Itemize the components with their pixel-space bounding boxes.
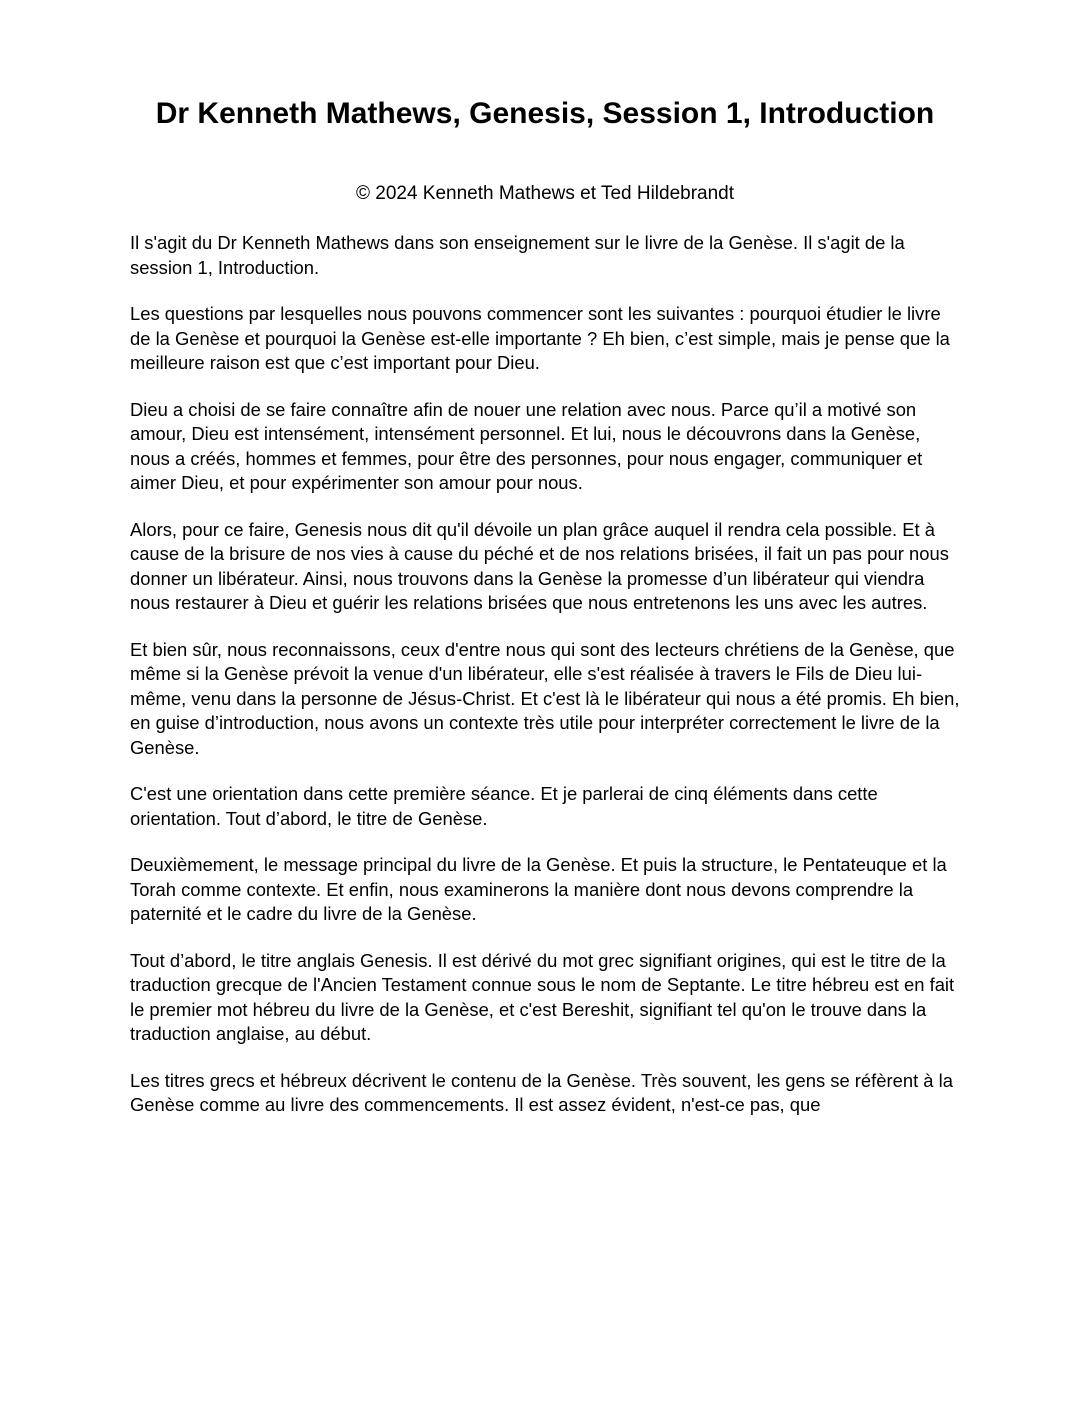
paragraph-3: Dieu a choisi de se faire connaître afin de nouer une relation avec nous. Parce qu’il a motivé son amour, Dieu est intensément, intensément personnel. Et lui, nous le découvrons dans la Genèse, nous a créés, hommes et femmes, pour être des personnes, pour nous engager, communiquer et aimer Dieu, et pour expérimenter son amour pour nous. [130,398,923,493]
paragraph-7: Deuxièmement, le message principal du livre de la Genèse. Et puis la structure, le Pentateuque et la Torah comme contexte. Et enfin, nous examinerons la manière dont nous devons comprendre la paternité et le cadre du livre de la Genèse. [130,854,947,924]
paragraph-6: C'est une orientation dans cette première séance. Et je parlerai de cinq éléments dans cette orientation. Tout d’abord, le titre de Genèse. [130,783,878,829]
page-title: Dr Kenneth Mathews, Genesis, Session 1, Introduction [155,97,935,130]
paragraph-2: Les questions par lesquelles nous pouvons commencer sont les suivantes : pourquoi étudier le livre de la Genèse et pourquoi la Genèse est-elle importante ? Eh bien, c’est simple, mais je pense que la meilleure raison est que c’est important pour Dieu. [130,303,950,373]
paragraph-8: Tout d’abord, le titre anglais Genesis. Il est dérivé du mot grec signifiant origines, qui est le titre de la traduction grecque de l'Ancien Testament connue sous le nom de Septante. Le titre hébreu est en fait le premier mot hébreu du livre de la Genèse, et c'est Bereshit, signifiant tel qu'on le trouve dans la traduction anglaise, au début. [130,949,955,1044]
paragraph-9: Les titres grecs et hébreux décrivent le contenu de la Genèse. Très souvent, les gens se réfèrent à la Genèse comme au livre des commencements. Il est assez évident, n'est-ce pas, que [130,1069,953,1115]
document-body [130,231,962,1140]
paragraph-1: Il s'agit du Dr Kenneth Mathews dans son enseignement sur le livre de la Genèse. Il s'agit de la session 1, Introduction. [130,232,905,278]
paragraph-5: Et bien sûr, nous reconnaissons, ceux d'entre nous qui sont des lecteurs chrétiens de la Genèse, que même si la Genèse prévoit la venue d'un libérateur, elle s'est réalisée à travers le Fils de Dieu lui-même, venu dans la personne de Jésus-Christ. Et c'est là le libérateur qui nous a été promis. Eh bien, en guise d’introduction, nous avons un contexte très utile pour interpréter correctement le livre de la Genèse. [130,638,960,758]
copyright-line: © 2024 Kenneth Mathews et Ted Hildebrandt [355,183,735,204]
paragraph-4: Alors, pour ce faire, Genesis nous dit qu'il dévoile un plan grâce auquel il rendra cela possible. Et à cause de la brisure de nos vies à cause du péché et de nos relations brisées, il fait un pas pour nous donner un libérateur. Ainsi, nous trouvons dans la Genèse la promesse d’un libérateur qui viendra nous restaurer à Dieu et guérir les relations brisées que nous entretenons les uns avec les autres. [130,518,949,613]
